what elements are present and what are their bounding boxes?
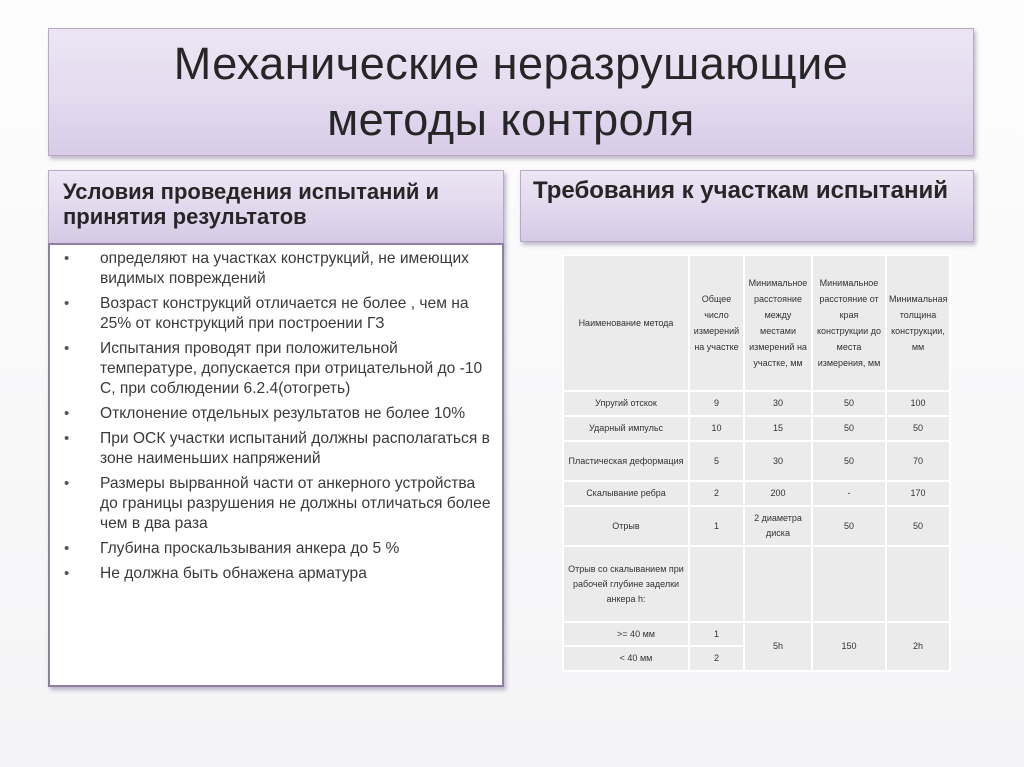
table-cell: Отрыв со скалыванием при рабочей глубине заделки анкера h: [563, 546, 689, 622]
table-row [563, 441, 950, 481]
list-item-text: Не должна быть обнажена арматура [100, 565, 367, 582]
table-cell: 1 [689, 506, 744, 546]
list-item [64, 249, 492, 289]
column-header-edge-distance: Минимальное расстояние от края конструкции до места измерения, мм [812, 255, 886, 391]
table-cell: 200 [744, 481, 812, 506]
table-cell: Скалывание ребра [563, 481, 689, 506]
conditions-header: Условия проведения испытаний и принятия результатов [48, 170, 504, 244]
table-cell: 10 [689, 416, 744, 441]
list-item [64, 429, 492, 469]
table-cell: 170 [886, 481, 950, 506]
list-item-text: Глубина проскальзывания анкера до 5 % [100, 540, 400, 557]
list-item-text: При ОСК участки испытаний должны располагаться в зоне наименьших напряжений [100, 430, 490, 467]
requirements-table [562, 254, 951, 672]
table-cell: - [812, 481, 886, 506]
column-header-thickness: Минимальная толщина конструкции, мм [886, 255, 950, 391]
table-cell [812, 546, 886, 622]
table-row [563, 546, 950, 622]
bullet-icon: • [64, 405, 70, 422]
table-cell: 2 диаметра диска [744, 506, 812, 546]
table-row [563, 622, 950, 646]
slide-title-line-1: Механические неразрушающие [173, 38, 849, 89]
list-item [64, 404, 492, 424]
table-cell: 30 [744, 391, 812, 416]
list-item [64, 339, 492, 399]
table-cell: 50 [812, 391, 886, 416]
bullet-icon: • [64, 565, 70, 582]
list-item [64, 539, 492, 559]
table-cell [689, 546, 744, 622]
slide-title-line-2: методы контроля [327, 94, 695, 145]
table-header-row [563, 255, 950, 391]
slide-title [48, 28, 974, 156]
column-header-count: Общее число измерений на участке [689, 255, 744, 391]
column-header-method: Наименование метода [563, 255, 689, 391]
list-item [64, 564, 492, 584]
list-item-text: Испытания проводят при положительной температуре, допускается при отрицательной до -10 С, при соблюдении 6.2.4(отогреть) [100, 340, 483, 397]
table-cell: 2 [689, 646, 744, 671]
table-cell: >= 40 мм [563, 622, 689, 646]
bullet-icon: • [64, 295, 70, 312]
table-row [563, 416, 950, 441]
column-header-spacing: Минимальное расстояние между местами измерений на участке, мм [744, 255, 812, 391]
table-cell: Пластическая деформация [563, 441, 689, 481]
bullet-icon: • [64, 475, 70, 492]
table-cell: 15 [744, 416, 812, 441]
table-cell: Ударный импульс [563, 416, 689, 441]
table-cell: 70 [886, 441, 950, 481]
table-cell: 30 [744, 441, 812, 481]
requirements-header: Требования к участкам испытаний [520, 170, 974, 242]
list-item [64, 294, 492, 334]
table-cell: 5 [689, 441, 744, 481]
bullet-icon: • [64, 430, 70, 447]
conditions-list-box [48, 243, 504, 687]
table-cell: 50 [812, 441, 886, 481]
table-cell: 50 [886, 416, 950, 441]
table-cell: < 40 мм [563, 646, 689, 671]
table-row [563, 481, 950, 506]
list-item-text: Возраст конструкций отличается не более , чем на 25% от конструкций при построении ГЗ [100, 295, 469, 332]
table-cell: 150 [812, 622, 886, 671]
requirements-table-wrap [562, 254, 949, 670]
table-cell: Отрыв [563, 506, 689, 546]
table-cell: 2h [886, 622, 950, 671]
table-cell [886, 546, 950, 622]
table-cell: 100 [886, 391, 950, 416]
bullet-icon: • [64, 540, 70, 557]
table-cell: 50 [812, 506, 886, 546]
list-item-text: Отклонение отдельных результатов не более 10% [100, 405, 466, 422]
table-cell: Упругий отскок [563, 391, 689, 416]
list-item-text: определяют на участках конструкций, не имеющих видимых повреждений [100, 250, 469, 287]
table-cell: 1 [689, 622, 744, 646]
table-cell: 50 [812, 416, 886, 441]
table-cell: 5h [744, 622, 812, 671]
conditions-list [64, 249, 492, 584]
table-cell [744, 546, 812, 622]
list-item-text: Размеры вырванной части от анкерного устройства до границы разрушения не должны отличаться более чем в два раза [100, 475, 491, 532]
bullet-icon: • [64, 250, 70, 267]
table-cell: 9 [689, 391, 744, 416]
bullet-icon: • [64, 340, 70, 357]
table-row [563, 506, 950, 546]
table-cell: 2 [689, 481, 744, 506]
table-cell: 50 [886, 506, 950, 546]
list-item [64, 474, 492, 534]
table-row [563, 391, 950, 416]
